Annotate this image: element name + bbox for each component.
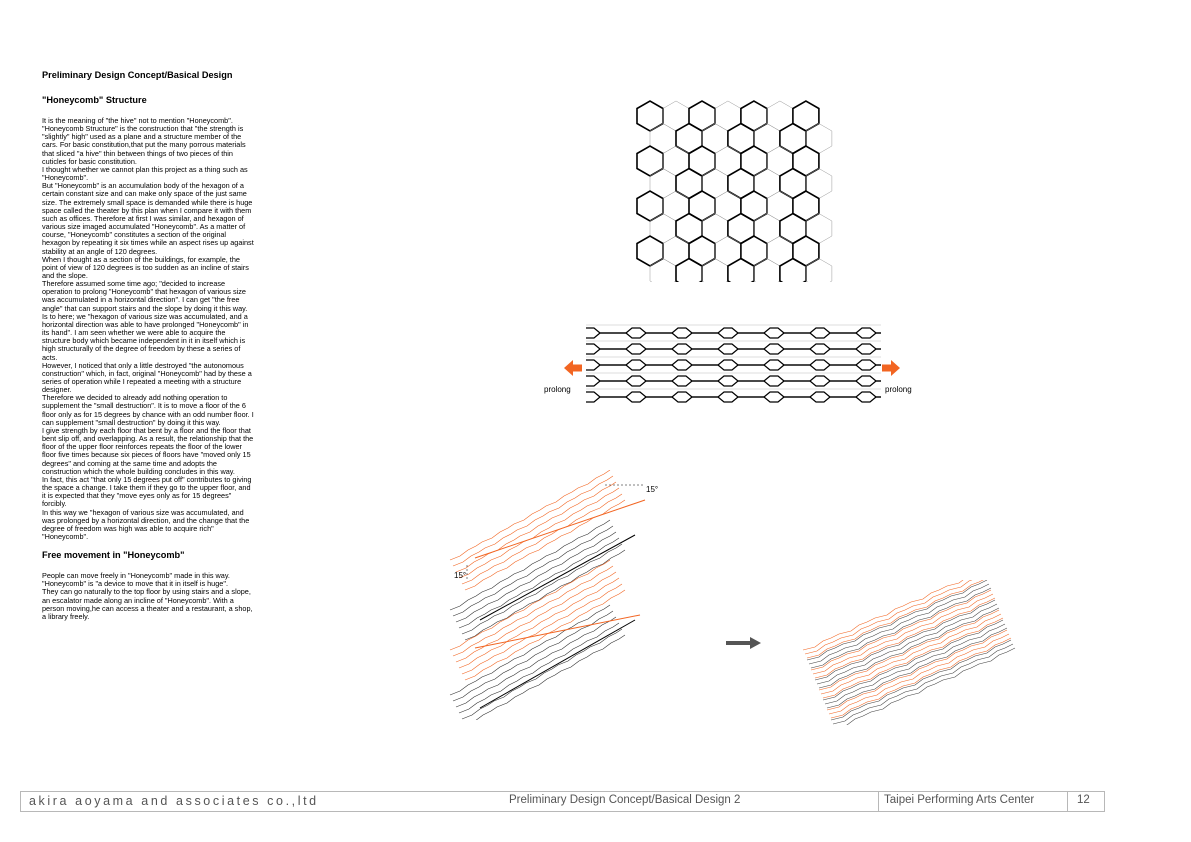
arrow-left-icon — [563, 359, 583, 377]
floor-outline — [459, 623, 619, 713]
hexagon-cell — [806, 259, 832, 283]
footer-divider — [878, 792, 879, 811]
transition-arrow-icon — [726, 636, 762, 650]
floor-outline — [835, 648, 1015, 725]
section-free-movement-body: People can move freely in "Honeycomb" made in this way. "Honeycomb" is "a device to move that it in itself is huge". They can go naturally to the top floor by using stairs and a slope, an escalator made along an incline of "Honeycomb". With a person moving,he can access a theater and a restaurant, a shop, a library freely. — [42, 571, 253, 621]
orange-floor-outline — [462, 494, 622, 584]
angle-label-top: 15° — [646, 485, 659, 494]
orange-floor-outline — [465, 500, 625, 590]
shifted-floors-isometric-figure — [445, 470, 670, 720]
angle-label-left: 15° — [454, 571, 467, 580]
footer-divider — [1067, 792, 1068, 811]
floor-outline — [456, 617, 616, 707]
section-free-movement-title: Free movement in "Honeycomb" — [42, 550, 185, 561]
prolonged-strip-line — [586, 397, 881, 402]
prolonged-strip-line — [586, 328, 881, 333]
prolonged-strip-line — [586, 349, 881, 354]
prolonged-strip-line — [586, 381, 881, 386]
shift-direction-arrow — [480, 620, 635, 708]
hexagon-cell — [650, 259, 676, 283]
hexagon-cell — [702, 259, 728, 283]
section-honeycomb-title: "Honeycomb" Structure — [42, 95, 147, 105]
hexagon-cell — [637, 191, 663, 221]
prolonged-strip-line — [586, 365, 881, 370]
orange-floor-outline — [805, 580, 985, 654]
orange-floor-outline — [459, 488, 619, 578]
hexagon-cell — [676, 259, 702, 283]
prolonged-strip-line — [586, 376, 881, 381]
floor-outline — [809, 584, 989, 664]
prolong-right-label: prolong — [885, 385, 912, 394]
prolonged-strip-line — [586, 392, 881, 397]
floor-outline — [462, 629, 622, 719]
hexagon-cell — [754, 259, 780, 283]
shift-direction-arrow — [480, 535, 635, 620]
hexagon-cell — [637, 236, 663, 266]
page-heading: Preliminary Design Concept/Basical Design — [42, 70, 233, 80]
footer-company: akira aoyama and associates co.,ltd — [29, 794, 319, 808]
prolonged-strip-line — [586, 360, 881, 365]
footer-project: Taipei Performing Arts Center — [884, 794, 1035, 806]
combined-floors-figure — [798, 580, 1020, 725]
floor-outline — [465, 550, 625, 640]
floor-outline — [811, 588, 991, 668]
hexagon-cell — [780, 259, 806, 283]
prolonged-honeycomb-figure — [586, 320, 881, 410]
footer-title: Preliminary Design Concept/Basical Design 2 — [509, 794, 741, 806]
footer-page-number: 12 — [1077, 794, 1090, 806]
hexagon-cell — [637, 146, 663, 176]
honeycomb-grid-figure — [630, 100, 840, 282]
orange-floor-outline — [803, 580, 983, 650]
hexagon-cell — [728, 259, 754, 283]
prolonged-strip-line — [586, 333, 881, 338]
prolong-left-label: prolong — [544, 385, 571, 394]
section-honeycomb-body: It is the meaning of "the hive" not to mention "Honeycomb". "Honeycomb Structure" is the construction that "the strength is "slightly" high" used as a plane and a structure member of the cars. For basic constitution,that put the many porrous materials that sliced "a hive" thin between things of two pieces of thin cuticles for basic constitution. I thought whether we cannot plan this project as a thing such as "Honeycomb". But "Honeycomb" is an accumulation body of the hexagon of a certain constant size and can make only space of the just same size. The extremely small space is demanded while there is huge space called the theater by this plan when I compare it with them such as offices. Therefore at first I was similar, and hexagon of various size imaged accumulated "Honeycomb". As a matter of course, "Honeycomb" constitutes a section of the original hexagon by repeating it six times while an aspect rises up against stability at an angle of 120 degrees. When I thought as a section of the buildings, for example, the point of view of 120 degrees is too sudden as an incline of stairs and the slope. Therefore assumed some time ago; "decided to increase operation to prolong "Honeycomb" that hexagon of various size was accumulated in a horizontal direction". I can get "the free angle" that can support stairs and the slope by doing it this way. Is to here; we "hexagon of various size was accumulated, and a horizontal direction was able to have prolonged "Honeycomb" in its hand". I am seen whether we were able to acquire the structure body which became independent in it in itself which is high structurally of the degree of freedom by these a series of acts. However, I noticed that only a little destroyed "the autonomous construction" which, in fact, original "Honeycomb" had by these a series of operation while I repeated a meeting with a structure designer. Therefore we decided to already add nothing operation to supplement the "small destruction". It is to move a floor of the 6 floor only as for 15 degrees by chance with an odd number floor. I can supplement "small destruction" by doing it this way. I give strength by each floor that bent by a floor and the floor that bent slip off, and overlapping. As a result, the relationship that the floor of the upper floor reinforces repeats the floor of the lower floor five times because six pieces of floors have "moved only 15 degrees" and coming at the same time and adopts the construction which the whole building concludes in this way. In fact, this act "that only 15 degrees put off" contributes to giving the space a change. I take them if they go to the upper floor, and it is expected that they "move eyes only as for 15 degrees" forcibly. In this way we "hexagon of various size was accumulated, and was prolonged by a horizontal direction, and the change that the degree of freedom was high was able to acquire rich" "Honeycomb". — [42, 116, 254, 541]
orange-floor-outline — [807, 580, 987, 658]
text-column — [42, 70, 308, 621]
page-footer — [20, 791, 1105, 812]
prolonged-strip-line — [586, 344, 881, 349]
arrow-right-icon — [881, 359, 901, 377]
hexagon-cell — [637, 101, 663, 131]
floor-outline — [459, 538, 619, 628]
floor-outline — [462, 544, 622, 634]
floor-outline — [465, 635, 625, 720]
